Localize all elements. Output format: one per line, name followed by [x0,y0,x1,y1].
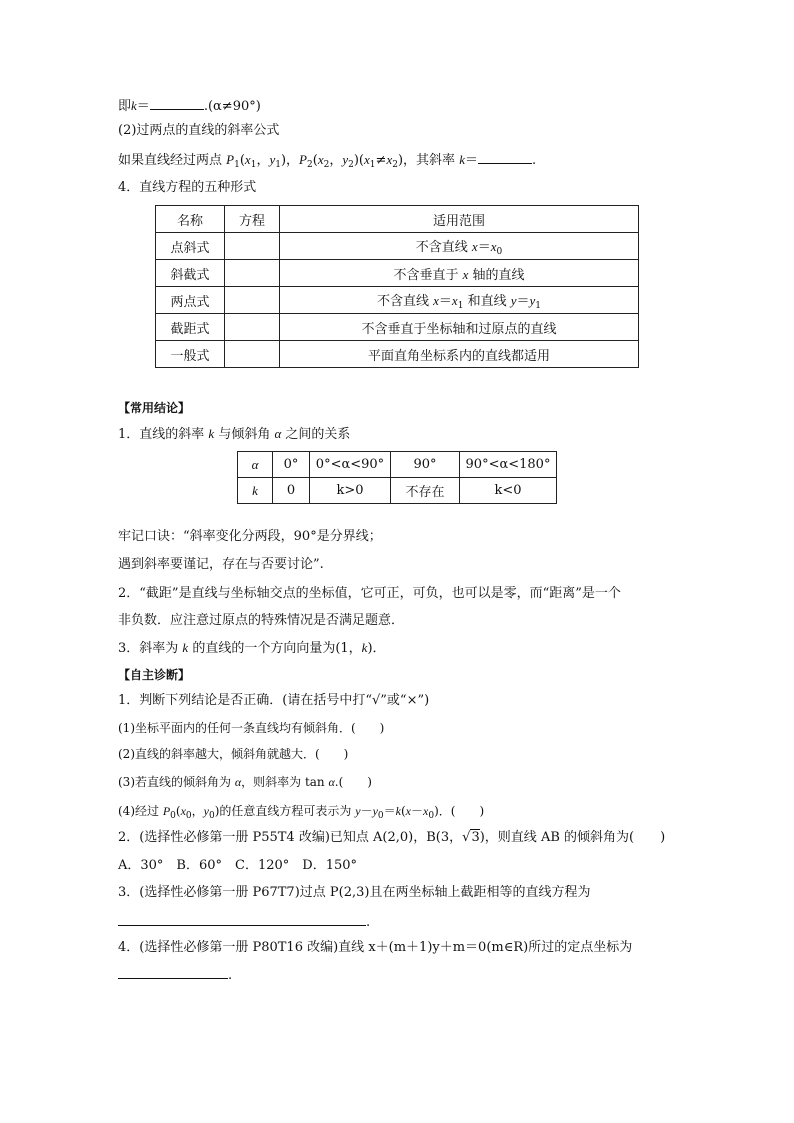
sqrt-radicand: 3 [471,830,480,845]
question-1-item-1: (1)坐标平面内的任何一条直线均有倾斜角．( ) [118,721,385,735]
header-equation: 方程 [225,206,280,233]
conclusion-3: 3．斜率为 k 的直线的一个方向向量为(1，k)． [118,640,386,656]
question-4: 4．(选择性必修第一册 P80T16 改编)直线 x＋(m＋1)y＋m＝0(m∈R)所过的定点坐标为 [118,940,633,955]
form-equation[interactable] [225,287,280,314]
k-cell: k>0 [310,478,391,504]
two-point-formula-line: 如果直线经过两点 $P_1(x_1$，$y_1$)，$P_2(x_2$，$y_2)(x_1\ne x_2)$，其斜率 k＝ . [118,152,537,170]
k-row [238,478,557,504]
table-row [156,260,639,287]
form-scope: 不含直线 $x=x_0$ [280,233,639,260]
form-name: 两点式 [156,287,225,314]
form-equation[interactable] [225,341,280,368]
conclusion-2-line-2: 非负数．应注意过原点的特殊情况是否满足题意． [118,613,405,628]
question-2-text: 2．(选择性必修第一册 P55T4 改编)已知点 A(2,0)，B(3， [118,830,463,845]
fill-blank[interactable] [118,966,228,979]
period: . [531,153,537,168]
section-4-heading: 4．直线方程的五种形式 [118,180,257,195]
question-3-answer-line [118,913,370,932]
alpha-cell: 90°<α<180° [460,452,557,478]
form-name: 一般式 [156,341,225,368]
form-scope: 不含直线 $x=x_1$ 和直线 $y=y_1$ [280,287,639,314]
k-header: k [238,478,273,504]
fill-blank[interactable] [150,97,204,110]
question-4-answer-line [118,966,232,985]
form-equation[interactable] [225,260,280,287]
alpha-cell: 0°<α<90° [310,452,391,478]
form-equation[interactable] [225,233,280,260]
question-1-item-2: (2)直线的斜率越大，倾斜角就越大．( ) [118,747,349,761]
two-point-text: 如果直线经过两点 [118,153,223,168]
alpha-cell: 90° [391,452,460,478]
fill-blank[interactable] [478,151,532,164]
k-cell: 0 [273,478,310,504]
table-row [156,233,639,260]
question-2-suffix: )，则直线 AB 的倾斜角为( ) [479,830,666,845]
form-name: 截距式 [156,314,225,341]
mnemonic-line-2: 遇到斜率要谨记，存在与否要讨论”. [118,557,324,572]
diagnosis-heading: 【自主诊断】 [118,668,191,682]
prefix-text: 即 [118,99,132,114]
conclusion-1: 1．直线的斜率 k 与倾斜角 α 之间的关系 [118,426,351,442]
header-scope: 适用范围 [280,206,639,233]
header-name: 名称 [156,206,225,233]
k-cell: k<0 [460,478,557,504]
form-name: 点斜式 [156,233,225,260]
suffix-text: .(α≠90°) [203,99,261,114]
mnemonic-line-1: 牢记口诀：“斜率变化分两段，90°是分界线； [118,529,382,544]
k-cell: 不存在 [391,478,460,504]
form-equation[interactable] [225,314,280,341]
table-row [156,287,639,314]
question-2 [118,829,665,847]
table-row [156,314,639,341]
question-1-item-3: (3)若直线的倾斜角为 α，则斜率为 tan α.( ) [118,775,372,789]
slope-angle-formula-line [118,97,261,116]
form-scope: 平面直角坐标系内的直线都适用 [280,341,639,368]
line-equation-forms-table [155,205,639,368]
two-point-title: (2)过两点的直线的斜率公式 [118,123,280,138]
period: . [228,968,233,983]
form-scope: 不含垂直于坐标轴和过原点的直线 [280,314,639,341]
question-2-options: A．30° B．60° C．120° D．150° [118,858,358,873]
period: . [366,915,371,930]
conclusions-heading: 【常用结论】 [118,401,191,415]
question-1: 1．判断下列结论是否正确．(请在括号中打“√”或“×”) [118,693,430,708]
alpha-cell: 0° [273,452,310,478]
sqrt-symbol: √3 [462,830,480,845]
alpha-row [238,452,557,478]
table-row [156,341,639,368]
table-header-row [156,206,639,233]
form-scope: 不含垂直于 x 轴的直线 [280,260,639,287]
slope-label: ，其斜率 [403,153,456,168]
alpha-header: α [238,452,273,478]
k-variable: k [131,98,137,113]
fill-blank[interactable] [118,913,366,926]
equals-sign: ＝ [136,99,150,114]
conclusion-2-line-1: 2．“截距”是直线与坐标轴交点的坐标值，它可正，可负，也可以是零，而“距离”是一个 [118,586,621,601]
question-1-item-4: (4)经过 $P_0(x_0$，$y_0$)的任意直线方程可表示为 $y-y_0=k(x-x_0)$．( ) [118,804,485,821]
form-name: 斜截式 [156,260,225,287]
slope-angle-table [237,451,557,504]
question-3: 3．(选择性必修第一册 P67T7)过点 P(2,3)且在两坐标轴上截距相等的直线方程为 [118,885,591,900]
